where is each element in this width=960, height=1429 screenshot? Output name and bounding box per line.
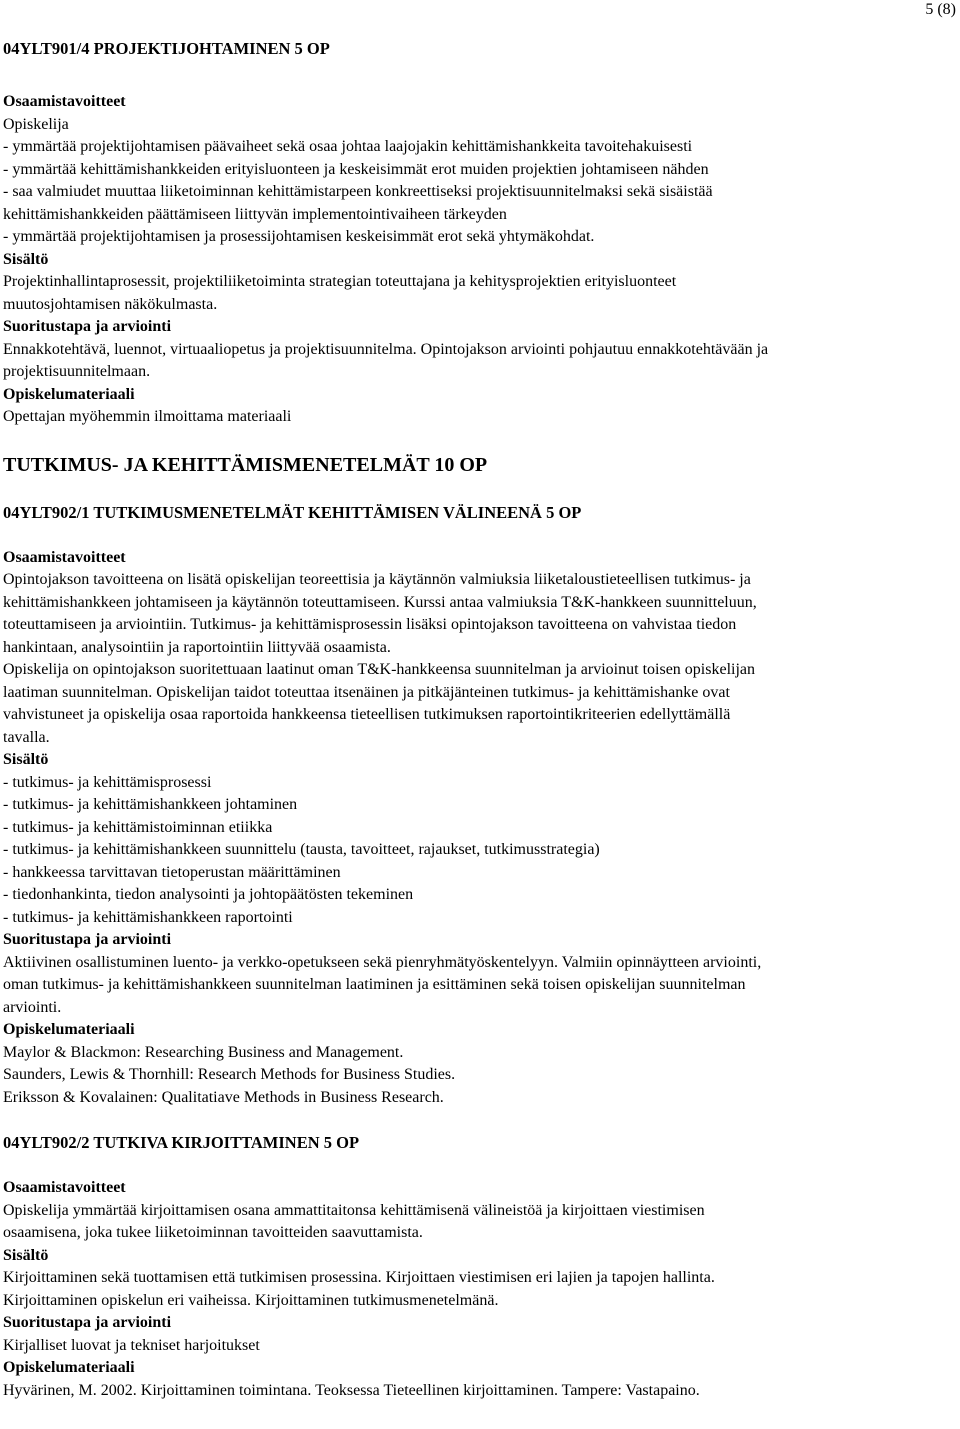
list-item: - tutkimus- ja kehittämishankkeen suunnittelu (tausta, tavoitteet, rajaukset, tutkimusstrategia)	[3, 841, 600, 858]
text-line: hankintaan, analysointiin ja raportointiin liittyvää osaamista.	[3, 638, 391, 656]
list-item: - tiedonhankinta, tiedon analysointi ja johtopäätösten tekeminen	[3, 886, 414, 903]
text-line: oman tutkimus- ja kehittämishankkeen suunnitelman laatiminen ja esittäminen sekä toisen opiskelijan suunnitelman	[3, 976, 746, 993]
content-heading: Sisältö	[3, 1246, 49, 1264]
materials-heading: Opiskelumateriaali	[3, 1021, 135, 1038]
objectives-heading: Osaamistavoitteet	[3, 548, 126, 566]
text-line: Opiskelija	[3, 115, 69, 133]
text-line: vahvistuneet ja opiskelija osaa raportoida hankkeensa tieteellisen tutkimuksen raportointikriteerien edellyttämällä	[3, 706, 731, 723]
objectives-heading: Osaamistavoitteet	[3, 1179, 126, 1196]
text-line: - saa valmiudet muuttaa liiketoiminnan kehittämistarpeen konkreettiseksi projektisuunnitelmaksi sekä sisäistää	[3, 183, 713, 200]
list-item: - tutkimus- ja kehittämistoiminnan etiikka	[3, 818, 273, 836]
text-line: Opiskelija on opintojakson suoritettuaan laatinut oman T&K-hankkeensa suunnitelman ja arvioinut toisen opiskelijan	[3, 661, 755, 678]
text-line: arviointi.	[3, 998, 62, 1016]
assessment-heading: Suoritustapa ja arviointi	[3, 318, 172, 335]
text-line: tavalla.	[3, 728, 50, 746]
text-line: muutosjohtamisen näkökulmasta.	[3, 295, 218, 313]
text-line: kehittämishankkeen johtamiseen ja käytännön toteuttamiseen. Kurssi antaa valmiuksia T&K-hankkeen suunnitteluun,	[3, 593, 757, 611]
text-line: toteuttamiseen ja arviointiin. Tutkimus- ja kehittämisprosessin lisäksi opintojakson tavoitteena on vahvistaa tiedon	[3, 616, 737, 633]
content-heading: Sisältö	[3, 751, 49, 768]
reference-item: Eriksson & Kovalainen: Qualitatiave Methods in Business Research.	[3, 1088, 444, 1106]
text-line: Ennakkotehtävä, luennot, virtuaaliopetus ja projektisuunnitelma. Opintojakson arviointi pohjautuu ennakkotehtävään ja	[3, 340, 769, 358]
assessment-heading: Suoritustapa ja arviointi	[3, 1314, 172, 1331]
reference-item: Maylor & Blackmon: Researching Business and Management.	[3, 1043, 404, 1061]
page-number: 5 (8)	[925, 1, 956, 18]
text-line: Kirjoittaminen sekä tuottamisen että tutkimisen prosessina. Kirjoittaen viestimisen eri lajien ja tapojen hallinta.	[3, 1269, 715, 1286]
text-line: Kirjoittaminen opiskelun eri vaiheissa. Kirjoittaminen tutkimusmenetelmänä.	[3, 1291, 499, 1309]
text-line: laatiman suunnitelman. Opiskelijan taidot toteuttaa itsenäinen ja pitkäjänteinen tutkimus- ja kehittämishanke ovat	[3, 683, 730, 701]
text-line: Opintojakson tavoitteena on lisätä opiskelijan teoreettisia ja käytännön valmiuksia liiketaloustieteellisen tutkimus- ja	[3, 571, 751, 588]
list-item: - hankkeessa tarvittavan tietoperustan määrittäminen	[3, 863, 341, 881]
list-item: - tutkimus- ja kehittämishankkeen johtaminen	[3, 796, 298, 813]
course-title: 04YLT902/2 TUTKIVA KIRJOITTAMINEN 5 OP	[3, 1133, 360, 1152]
course-title: 04YLT901/4 PROJEKTIJOHTAMINEN 5 OP	[3, 39, 330, 58]
reference-item: Hyvärinen, M. 2002. Kirjoittaminen toimintana. Teoksessa Tieteellinen kirjoittaminen. Tampere: Vastapaino.	[3, 1381, 700, 1399]
text-line: Opettajan myöhemmin ilmoittama materiaali	[3, 408, 292, 425]
text-line: Aktiivinen osallistuminen luento- ja verkko-opetukseen sekä pienryhmätyöskentelyyn. Valmiin opinnäytteen arviointi,	[3, 953, 762, 971]
text-line: - ymmärtää kehittämishankkeiden erityisluonteen ja keskeisimmät erot muiden projektien johtamiseen nähden	[3, 160, 709, 178]
content-heading: Sisältö	[3, 250, 49, 268]
text-line: - ymmärtää projektijohtamisen ja prosessijohtamisen keskeisimmät erot sekä yhtymäkohdat.	[3, 228, 595, 245]
course-projektijohtaminen	[3, 37, 957, 429]
text-line: kehittämishankkeiden päättämiseen liittyvän implementointivaiheen tärkeyden	[3, 205, 507, 223]
reference-item: Saunders, Lewis & Thornhill: Research Methods for Business Studies.	[3, 1066, 456, 1083]
text-line: Projektinhallintaprosessit, projektiliiketoiminta strategian toteuttajana ja kehitysprojektien erityisluonteet	[3, 273, 677, 290]
course-title: 04YLT902/1 TUTKIMUSMENETELMÄT KEHITTÄMISEN VÄLINEENÄ 5 OP	[3, 502, 582, 522]
objectives-heading: Osaamistavoitteet	[3, 93, 126, 110]
text-line: Opiskelija ymmärtää kirjoittamisen osana ammattitaitonsa kehittämisenä välineistöä ja kirjoittaen viestimisen	[3, 1201, 705, 1219]
text-line: Kirjalliset luovat ja tekniset harjoitukset	[3, 1336, 260, 1354]
materials-heading: Opiskelumateriaali	[3, 1359, 135, 1376]
materials-heading: Opiskelumateriaali	[3, 385, 135, 403]
text-line: osaamisena, joka tukee liiketoiminnan tavoitteiden saavuttamista.	[3, 1224, 423, 1241]
list-item: - tutkimus- ja kehittämishankkeen raportointi	[3, 908, 293, 926]
text-line: projektisuunnitelmaan.	[3, 363, 151, 380]
list-item: - tutkimus- ja kehittämisprosessi	[3, 773, 212, 791]
course-tutkiva-kirjoittaminen	[3, 1131, 957, 1402]
module-title: TUTKIMUS- JA KEHITTÄMISMENETELMÄT 10 OP	[3, 453, 488, 476]
text-line: - ymmärtää projektijohtamisen päävaiheet sekä osaa johtaa laajojakin kehittämishankkeita tavoitehakuisesti	[3, 138, 693, 155]
document-body	[3, 37, 957, 1402]
course-tutkimusmenetelmat	[3, 501, 957, 1110]
assessment-heading: Suoritustapa ja arviointi	[3, 931, 172, 948]
